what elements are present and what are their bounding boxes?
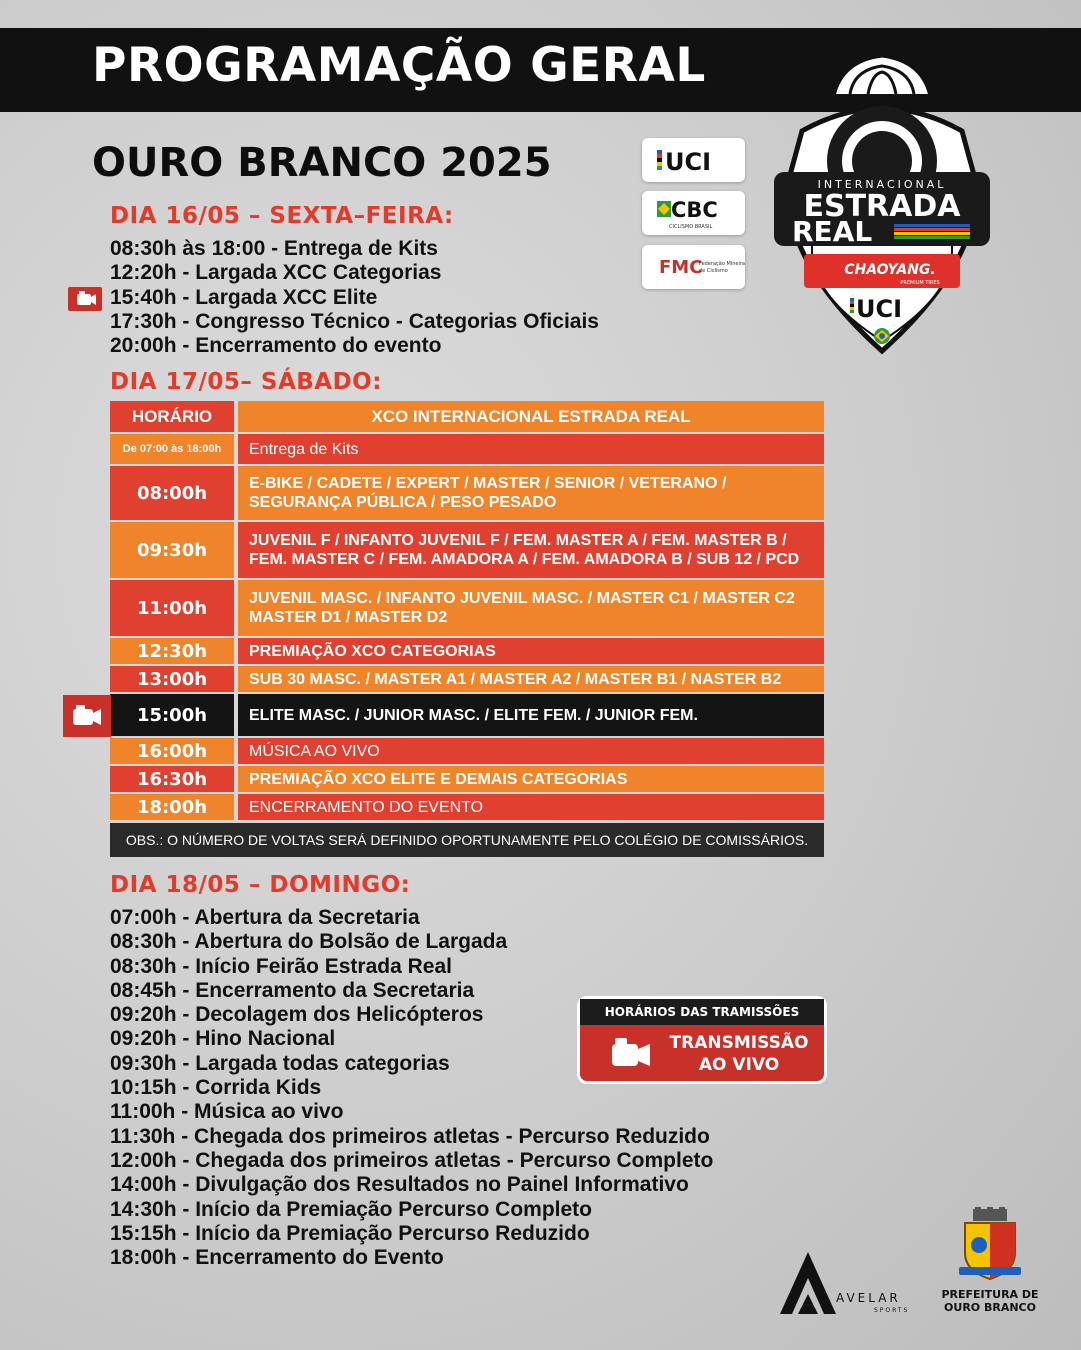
prefeitura-label <box>938 1288 1042 1314</box>
row-event: JUVENIL F / INFANTO JUVENIL F / FEM. MASTER A / FEM. MASTER B / FEM. MASTER C / FEM. AMADORA A / FEM. AMADORA B / SUB 12 / PCD <box>238 522 824 578</box>
live-camera-icon <box>63 695 111 737</box>
svg-text:AVELAR: AVELAR <box>836 1291 901 1305</box>
list-item: 14:30h - Início da Premiação Percurso Completo <box>110 1197 592 1221</box>
row-event: ENCERRAMENTO DO EVENTO <box>238 794 824 820</box>
list-item: 18:00h - Encerramento do Evento <box>110 1246 444 1270</box>
day3-schedule <box>110 906 713 1270</box>
day1-heading: DIA 16/05 – SEXTA–FEIRA: <box>110 203 454 229</box>
row-event: JUVENIL MASC. / INFANTO JUVENIL MASC. / MASTER C1 / MASTER C2 MASTER D1 / MASTER D2 <box>238 580 824 636</box>
page-title: PROGRAMAÇÃO GERAL <box>92 38 706 93</box>
column-header-event: XCO INTERNACIONAL ESTRADA REAL <box>238 401 824 432</box>
table-row <box>110 766 824 792</box>
table-row <box>110 794 824 820</box>
uci-logo <box>642 138 745 182</box>
svg-text:Federação Mineira: Federação Mineira <box>698 261 745 267</box>
live-legend-line2: AO VIVO <box>698 1055 780 1075</box>
list-item: 08:30h - Abertura do Bolsão de Largada <box>110 930 508 954</box>
row-time: 18:00h <box>110 794 234 820</box>
row-event: ELITE MASC. / JUNIOR MASC. / ELITE FEM. / JUNIOR FEM. <box>238 694 824 736</box>
svg-text:SPORTS: SPORTS <box>874 1307 910 1314</box>
svg-text:UCI: UCI <box>664 148 711 176</box>
row-event: E-BIKE / CADETE / EXPERT / MASTER / SENIOR / VETERANO / SEGURANÇA PÚBLICA / PESO PESADO <box>238 466 824 520</box>
row-time: De 07:00 às 18:00h <box>110 434 234 464</box>
live-legend <box>577 996 827 1084</box>
list-item: 09:20h - Hino Nacional <box>110 1027 336 1051</box>
svg-text:de Ciclismo: de Ciclismo <box>698 268 728 274</box>
cbc-flag-icon <box>649 193 739 233</box>
crown-icon <box>830 45 934 106</box>
list-item: 15:15h - Início da Premiação Percurso Reduzido <box>110 1221 590 1245</box>
prefeitura-line2: OURO BRANCO <box>944 1301 1036 1314</box>
prefeitura-line1: PREFEITURA DE <box>941 1288 1039 1301</box>
row-event: PREMIAÇÃO XCO CATEGORIAS <box>238 638 824 664</box>
row-time: 16:00h <box>110 738 234 764</box>
avelar-sports-logo <box>778 1250 914 1318</box>
table-note: OBS.: O NÚMERO DE VOLTAS SERÁ DEFINIDO OPORTUNAMENTE PELO COLÉGIO DE COMISSÁRIOS. <box>110 823 824 857</box>
table-row <box>110 466 824 520</box>
list-item: 10:15h - Corrida Kids <box>110 1076 322 1100</box>
svg-text:UCI: UCI <box>856 295 903 323</box>
row-event: PREMIAÇÃO XCO ELITE E DEMAIS CATEGORIAS <box>238 766 824 792</box>
row-time: 15:00h <box>110 694 234 736</box>
table-row <box>110 666 824 692</box>
live-camera-icon <box>68 287 102 311</box>
list-item: 11:30h - Chegada dos primeiros atletas - Percurso Reduzido <box>110 1124 710 1148</box>
svg-text:CBC: CBC <box>670 198 718 222</box>
list-item: 12:20h - Largada XCC Categorias <box>110 261 442 285</box>
fmc-icon <box>649 247 745 287</box>
list-item: 11:00h - Música ao vivo <box>110 1100 344 1124</box>
row-time: 13:00h <box>110 666 234 692</box>
table-header <box>110 401 824 432</box>
svg-text:REAL: REAL <box>792 215 873 248</box>
table-row <box>110 738 824 764</box>
table-row <box>110 434 824 464</box>
row-event: SUB 30 MASC. / MASTER A1 / MASTER A2 / MASTER B1 / NASTER B2 <box>238 666 824 692</box>
svg-text:ESTRADA: ESTRADA <box>803 189 961 224</box>
list-item: 17:30h - Congresso Técnico - Categorias Oficiais <box>110 309 599 333</box>
list-item: 15:40h - Largada XCC Elite <box>110 285 378 309</box>
list-item: 12:00h - Chegada dos primeiros atletas - Percurso Completo <box>110 1148 714 1172</box>
page-subtitle: OURO BRANCO 2025 <box>92 140 552 186</box>
svg-text:FMC: FMC <box>658 257 702 278</box>
fmc-logo <box>642 245 745 289</box>
svg-text:CHAOYANG.: CHAOYANG. <box>844 262 936 278</box>
list-item: 08:30h - Início Feirão Estrada Real <box>110 954 452 978</box>
camera-icon <box>610 1035 654 1069</box>
table-row-live <box>110 694 824 736</box>
list-item: 14:00h - Divulgação dos Resultados no Painel Informativo <box>110 1173 689 1197</box>
estrada-real-emblem <box>772 36 992 356</box>
prefeitura-logo <box>938 1207 1042 1314</box>
row-event: MÚSICA AO VIVO <box>238 738 824 764</box>
live-legend-label <box>664 1032 814 1076</box>
day2-heading: DIA 17/05– SÁBADO: <box>110 369 382 395</box>
live-legend-line1: TRANSMISSÃO <box>669 1033 809 1053</box>
svg-text:CICLISMO BRASIL: CICLISMO BRASIL <box>668 224 712 230</box>
column-header-time: HORÁRIO <box>110 401 234 432</box>
list-item: 09:30h - Largada todas categorias <box>110 1051 450 1075</box>
table-row <box>110 580 824 636</box>
coat-of-arms-icon <box>955 1207 1025 1283</box>
table-row <box>110 522 824 578</box>
row-time: 09:30h <box>110 522 234 578</box>
row-time: 11:00h <box>110 580 234 636</box>
svg-text:INTERNACIONAL: INTERNACIONAL <box>817 178 947 191</box>
table-row <box>110 638 824 664</box>
row-time: 16:30h <box>110 766 234 792</box>
live-legend-title: HORÁRIOS DAS TRAMISSÕES <box>580 999 824 1025</box>
list-item: 07:00h - Abertura da Secretaria <box>110 906 420 929</box>
list-item: 08:45h - Encerramento da Secretaria <box>110 978 475 1002</box>
list-item: 08:30h às 18:00 - Entrega de Kits <box>110 237 438 260</box>
day1-schedule <box>110 237 599 358</box>
day3-heading: DIA 18/05 – DOMINGO: <box>110 872 411 898</box>
list-item: 09:20h - Decolagem dos Helicópteros <box>110 1003 484 1027</box>
cbc-logo <box>642 191 745 235</box>
row-event: Entrega de Kits <box>238 434 824 464</box>
row-time: 08:00h <box>110 466 234 520</box>
row-time: 12:30h <box>110 638 234 664</box>
svg-text:PREMIUM TIRES: PREMIUM TIRES <box>900 280 940 286</box>
list-item: 20:00h - Encerramento do evento <box>110 334 442 358</box>
uci-rainbow-icon <box>649 142 739 178</box>
